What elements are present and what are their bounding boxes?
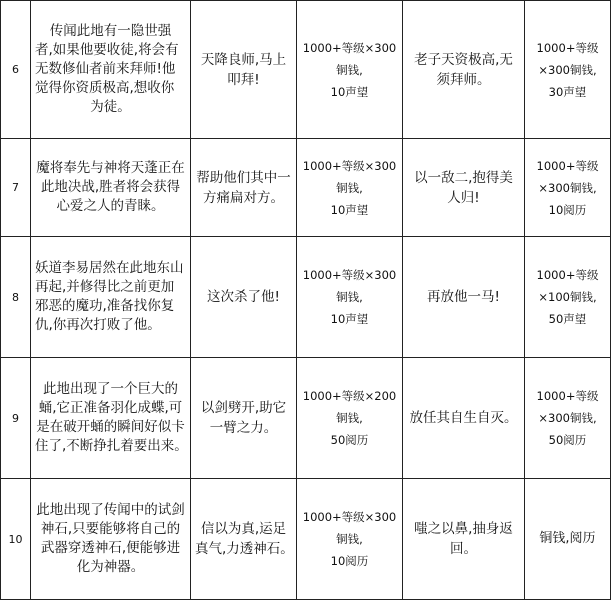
table-row <box>1 1 611 139</box>
option-a: 这次杀了他! <box>191 237 297 358</box>
option-a: 帮助他们其中一 方痛扁对方。 <box>191 139 297 237</box>
row-number: 9 <box>1 358 31 479</box>
reward-a: 1000+等级×300 铜钱, 10声望 <box>297 237 403 358</box>
reward-a: 1000+等级×300 铜钱, 10声望 <box>297 1 403 139</box>
event-description: 魔将奉先与神将天蓬正在 此地决战,胜者将会获得 心爱之人的青睐。 <box>31 139 191 237</box>
reward-b: 1000+等级 ×100铜钱, 50声望 <box>525 237 611 358</box>
event-description: 此地出现了传闻中的试剑 神石,只要能够将自己的 武器穿透神石,便能够进 化为神器。 <box>31 479 191 600</box>
event-description: 此地出现了一个巨大的 蛹,它正准备羽化成蝶,可 是在破开蛹的瞬间好似卡 住了,不断挣扎着要出来。 <box>31 358 191 479</box>
reward-a: 1000+等级×200 铜钱, 50阅历 <box>297 358 403 479</box>
option-a: 信以为真,运足 真气,力透神石。 <box>191 479 297 600</box>
option-b: 以一敌二,抱得美 人归! <box>403 139 525 237</box>
row-number: 7 <box>1 139 31 237</box>
reward-b: 1000+等级 ×300铜钱, 30声望 <box>525 1 611 139</box>
option-b: 放任其自生自灭。 <box>403 358 525 479</box>
option-b: 再放他一马! <box>403 237 525 358</box>
row-number: 8 <box>1 237 31 358</box>
reward-b: 1000+等级 ×300铜钱, 50阅历 <box>525 358 611 479</box>
table-row <box>1 139 611 237</box>
option-b: 嗤之以鼻,抽身返 回。 <box>403 479 525 600</box>
reward-b: 铜钱,阅历 <box>525 479 611 600</box>
row-number: 10 <box>1 479 31 600</box>
event-description: 妖道李易居然在此地东山 再起,并修得比之前更加 邪恶的魔功,准备找你复 仇,你再次打败了他。 <box>31 237 191 358</box>
event-description: 传闻此地有一隐世强 者,如果他要收徒,将会有 无数修仙者前来拜师!他 觉得你资质极高,想收你 为徒。 <box>31 1 191 139</box>
row-number: 6 <box>1 1 31 139</box>
option-b: 老子天资极高,无 须拜师。 <box>403 1 525 139</box>
reward-b: 1000+等级 ×300铜钱, 10阅历 <box>525 139 611 237</box>
option-a: 以剑劈开,助它 一臂之力。 <box>191 358 297 479</box>
reward-a: 1000+等级×300 铜钱, 10声望 <box>297 139 403 237</box>
table-row <box>1 479 611 600</box>
reward-a: 1000+等级×300 铜钱, 10阅历 <box>297 479 403 600</box>
table-row <box>1 358 611 479</box>
option-a: 天降良师,马上 叩拜! <box>191 1 297 139</box>
table-row <box>1 237 611 358</box>
